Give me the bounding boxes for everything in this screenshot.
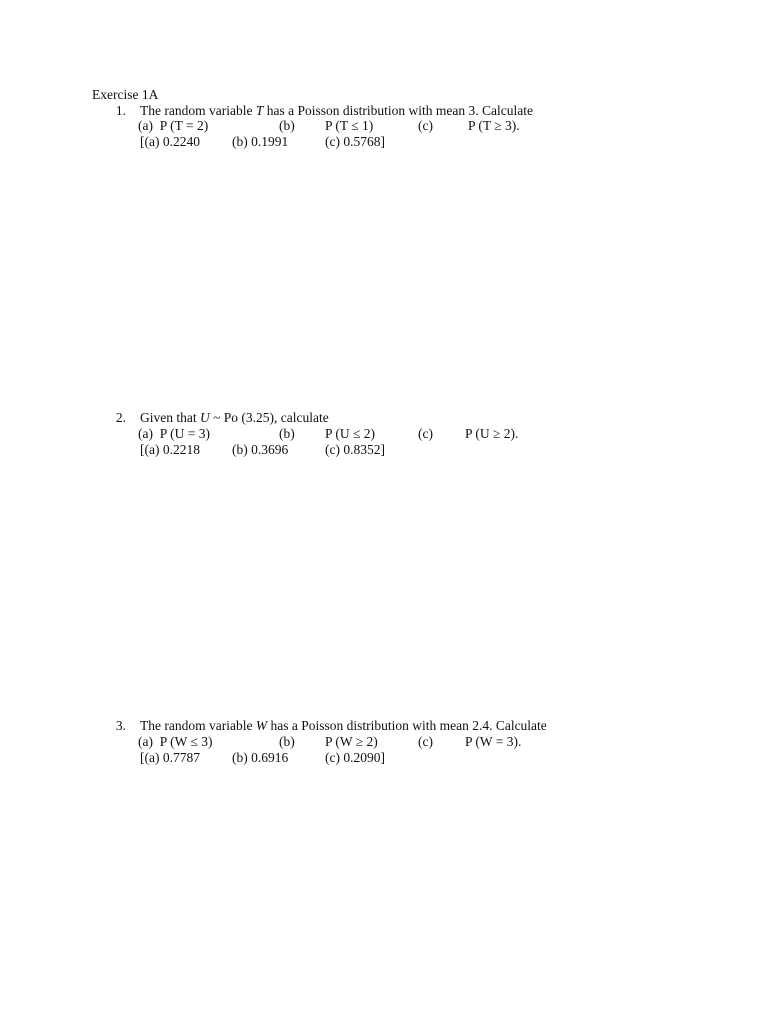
part-expression: P (W ≤ 3)	[159, 734, 213, 749]
answer-a: [(a) 0.2218	[140, 442, 200, 457]
answer-c: (c) 0.8352]	[325, 442, 385, 457]
prompt-text: The random variable	[140, 103, 256, 118]
part-b-expression: P (U ≤ 2)	[325, 426, 376, 441]
question-number: 1.	[115, 103, 126, 118]
answer-b: (b) 0.6916	[232, 750, 289, 765]
prompt-text: has a Poisson distribution with mean 3. Calculate	[263, 103, 533, 118]
answer-c: (c) 0.5768]	[325, 134, 385, 149]
part-a	[138, 734, 213, 750]
part-expression: P (T = 2)	[159, 118, 209, 133]
part-c-label: (c)	[418, 118, 433, 133]
answer-b: (b) 0.3696	[232, 442, 289, 457]
question-prompt	[140, 718, 547, 734]
prompt-text: has a Poisson distribution with mean 2.4. Calculate	[267, 718, 547, 733]
answer-a: [(a) 0.7787	[140, 750, 200, 765]
prompt-text: Given that	[140, 410, 200, 425]
prompt-text: ~ Po (3.25), calculate	[209, 410, 329, 425]
part-b-label: (b)	[279, 118, 295, 133]
part-a	[138, 118, 208, 134]
part-expression: P (U = 3)	[159, 426, 210, 441]
part-b-expression: P (T ≤ 1)	[325, 118, 374, 133]
part-b-label: (b)	[279, 426, 295, 441]
random-variable: T	[255, 103, 264, 118]
part-label: (a)	[138, 734, 153, 749]
random-variable: W	[255, 718, 268, 733]
question-prompt	[140, 103, 533, 119]
question-number: 3.	[115, 718, 126, 733]
part-c-expression: P (U ≥ 2).	[465, 426, 519, 441]
part-c-expression: P (T ≥ 3).	[468, 118, 520, 133]
part-b-expression: P (W ≥ 2)	[325, 734, 378, 749]
answer-c: (c) 0.2090]	[325, 750, 385, 765]
exercise-title: Exercise 1A	[92, 87, 159, 102]
part-c-label: (c)	[418, 426, 433, 441]
part-label: (a)	[138, 426, 153, 441]
random-variable: U	[200, 410, 210, 425]
question-prompt	[140, 410, 329, 426]
part-c-label: (c)	[418, 734, 433, 749]
part-c-expression: P (W = 3).	[465, 734, 522, 749]
part-b-label: (b)	[279, 734, 295, 749]
part-a	[138, 426, 210, 442]
prompt-text: The random variable	[140, 718, 256, 733]
question-number: 2.	[115, 410, 126, 425]
part-label: (a)	[138, 118, 153, 133]
answer-a: [(a) 0.2240	[140, 134, 200, 149]
answer-b: (b) 0.1991	[232, 134, 289, 149]
